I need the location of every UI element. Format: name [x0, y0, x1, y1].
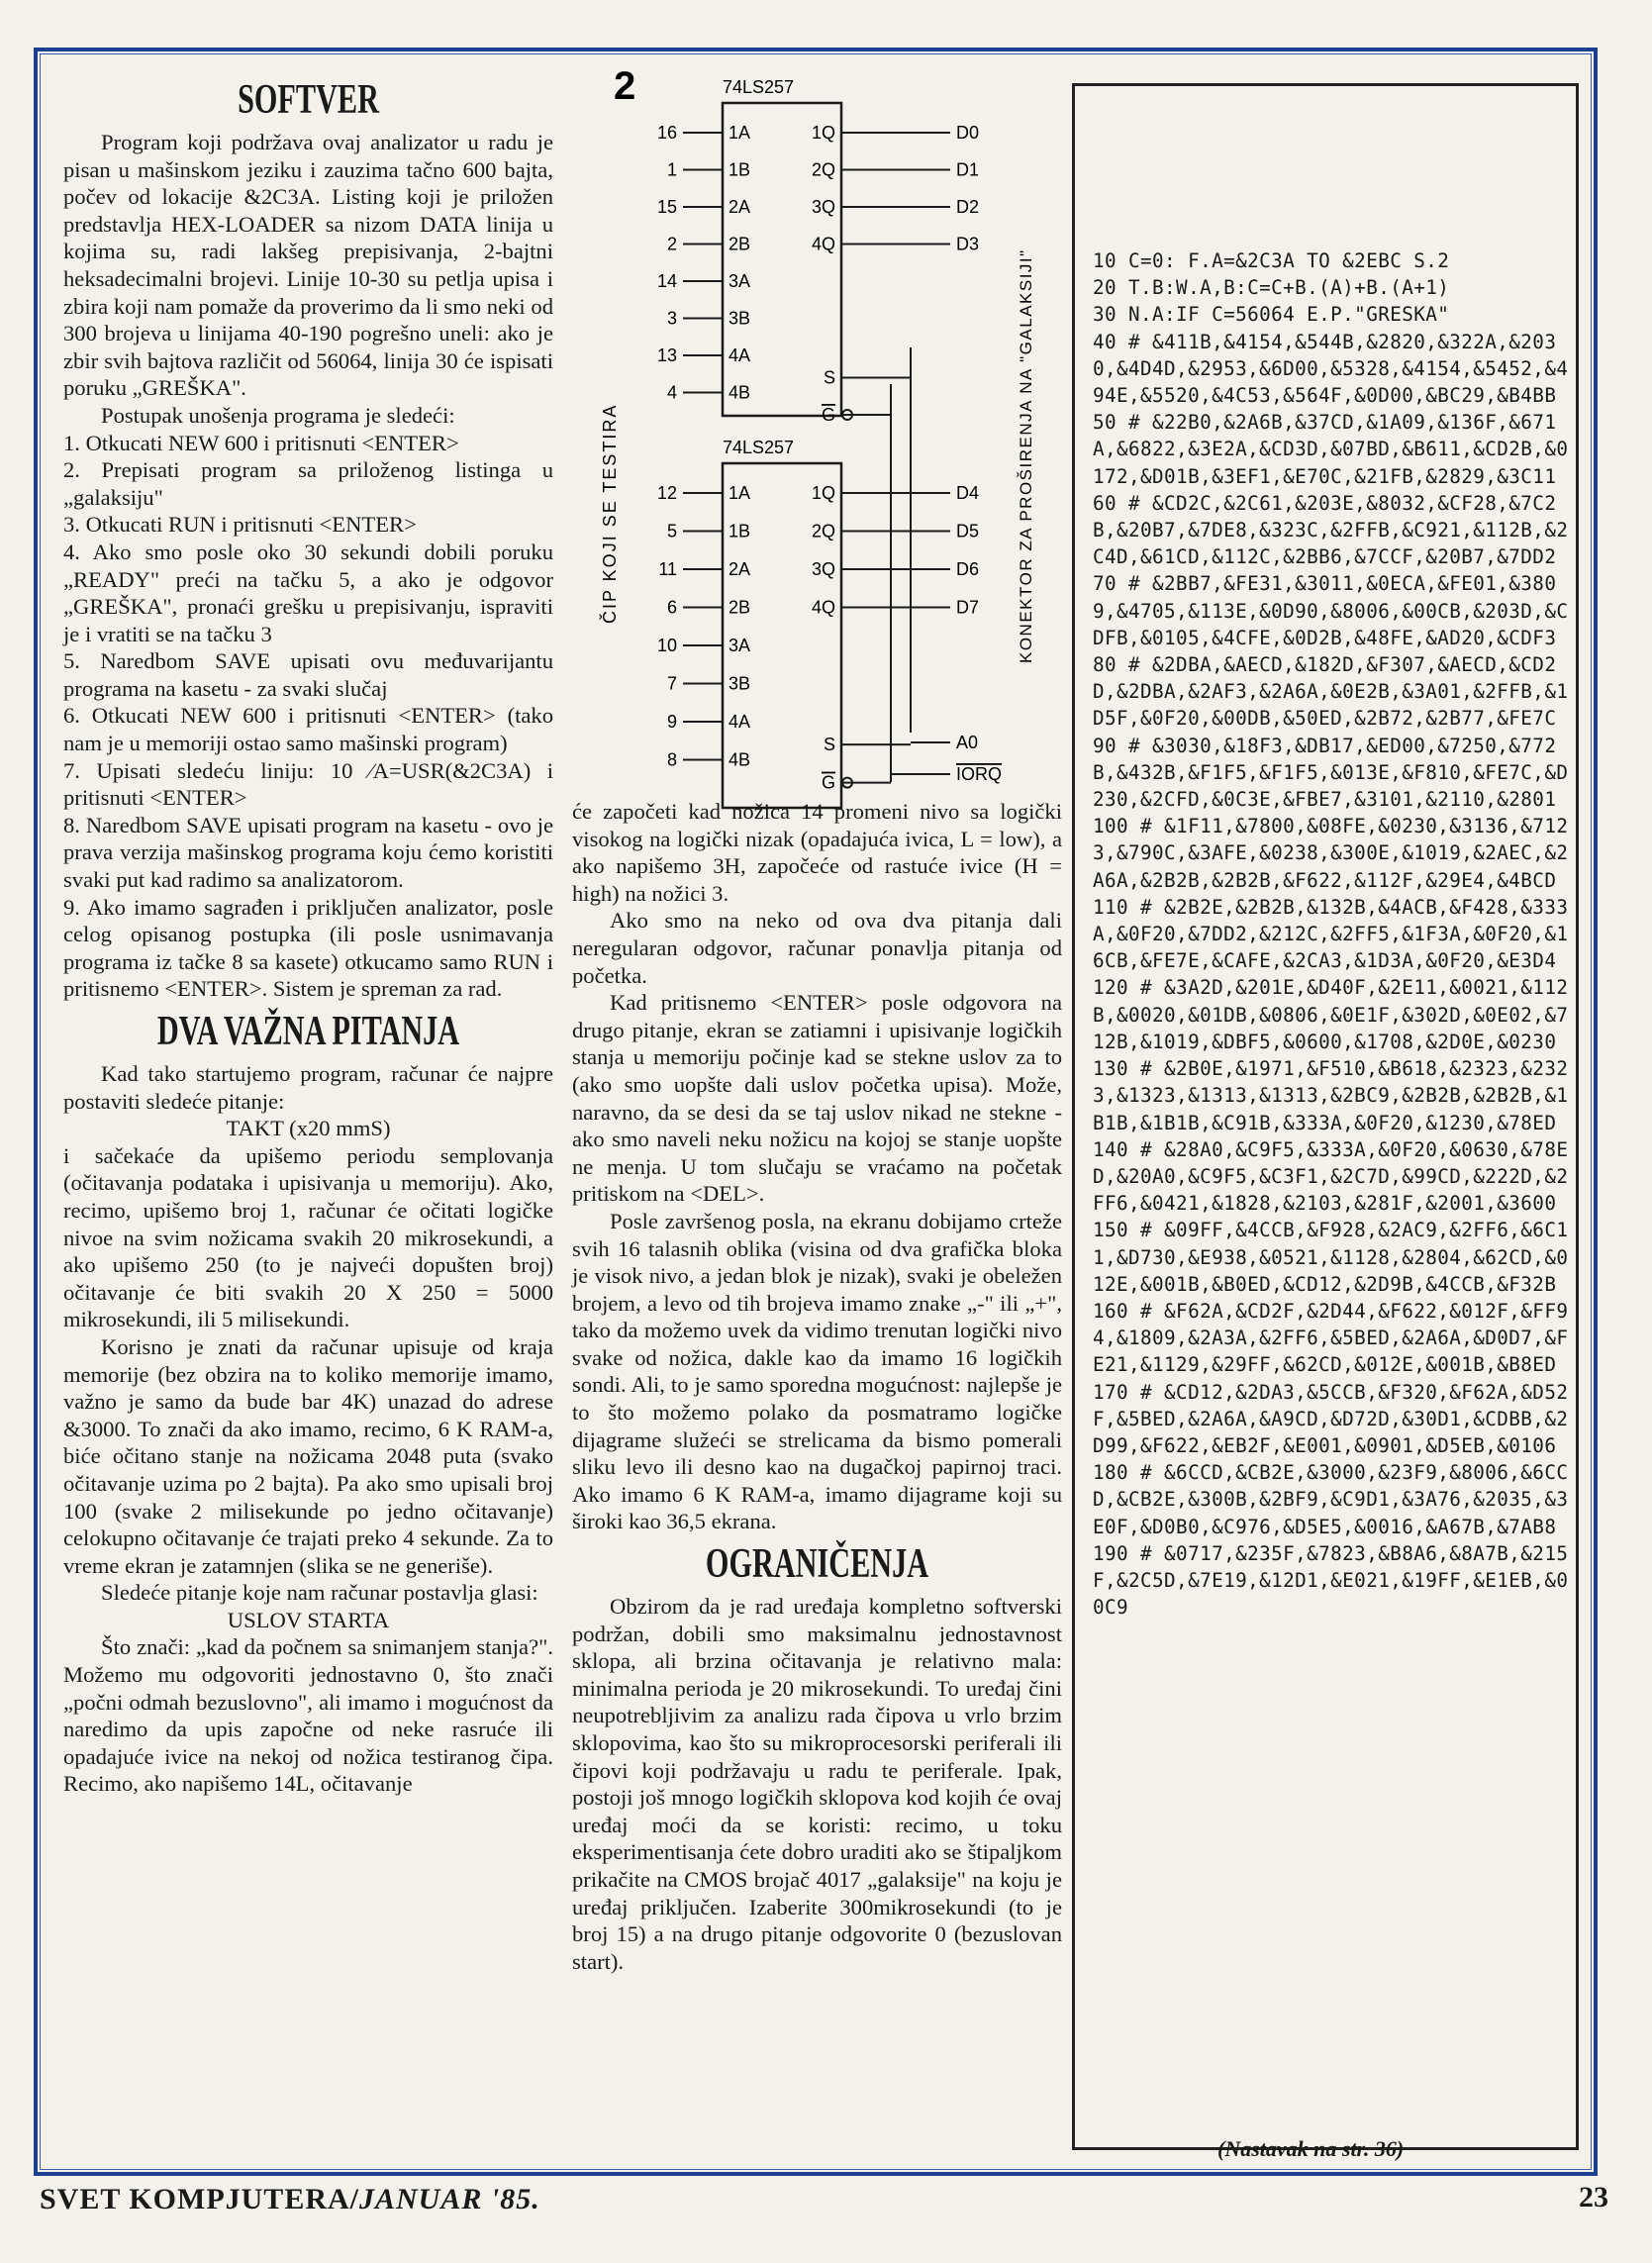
pin-input-label: 2A [729, 559, 751, 579]
article-column-2 [572, 798, 1062, 1975]
output-d-label: D5 [956, 521, 980, 541]
listing-line: 170 # &CD12,&2DA3,&5CCB,&F320,&F62A,&D52F,&5BED,&2A6A,&A9CD,&D72D,&30D1,&CDBB,&2D99,&F622,&EB2F,&E001,&0901,&D5EB,&0106 [1093, 1380, 1569, 1457]
select-label: S [823, 367, 835, 388]
output-d-label: D3 [956, 234, 980, 254]
pin-input-label: 1A [729, 123, 751, 143]
listing-line: 70 # &2BB7,&FE31,&3011,&0ECA,&FE01,&3809,&4705,&113E,&0D90,&8006,&00CB,&203D,&CDFB,&0105,&4CFE,&0D2B,&48FE,&AD20,&CDF3 [1093, 572, 1569, 649]
pin-number: 5 [666, 521, 677, 541]
paragraph: 6. Otkucati NEW 600 i pritisnuti <ENTER> (tako nam je u memoriji ostao samo mašinski program) [63, 703, 553, 756]
paragraph: 8. Naredbom SAVE upisati program na kasetu - ovo je prava verzija mašinskog programa koju ćemo koristiti svaki put kad radimo sa analizatorom. [63, 812, 553, 893]
listing-line: 130 # &2B0E,&1971,&F510,&B618,&2323,&2323,&1323,&1313,&1313,&2BC9,&2B2B,&2B2B,&1B1B,&1B1B,&C91B,&333A,&0F20,&1230,&78ED [1093, 1057, 1569, 1134]
section-heading: DVA VAŽNA PITANJA [156, 1009, 460, 1054]
gate-label: G [821, 772, 835, 793]
output-q-label: 1Q [811, 123, 835, 143]
paragraph: 5. Naredbom SAVE upisati ovu međuvarijantu programa na kasetu - za svaki slučaj [63, 648, 553, 701]
listing-line: 30 N.A:IF C=56064 E.P."GRESKA" [1093, 303, 1450, 327]
paragraph: Što znači: „kad da počnem sa snimanjem stanja?". Možemo mu odgovoriti jednostavno 0, što znači „počni odmah bezuslovno", ali imamo i mogućnost da naredimo da upis započne od neke rasruće ili opadajuće ivice na nekoj od nožica testiranog čipa. Recimo, ako napišemo 14L, očitavanje [63, 1634, 553, 1797]
paragraph: 3. Otkucati RUN i pritisnuti <ENTER> [63, 512, 417, 538]
pin-input-label: 2B [729, 597, 751, 618]
output-d-label: D0 [956, 123, 980, 143]
pin-input-label: 3A [729, 636, 751, 655]
listing-line: 100 # &1F11,&7800,&08FE,&0230,&3136,&7123,&790C,&3AFE,&0238,&300E,&1019,&2AEC,&2A6A,&2B2B,&2B2B,&F622,&112F,&29E4,&4BCD [1093, 815, 1569, 892]
pin-number: 1 [666, 159, 677, 180]
pin-input-label: 1B [729, 521, 751, 541]
figure-number: 2 [614, 64, 636, 108]
article-column-1 [63, 71, 553, 1798]
output-d-label: D2 [956, 197, 980, 217]
output-q-label: 4Q [811, 234, 835, 254]
paragraph: 1. Otkucati NEW 600 i pritisnuti <ENTER> [63, 430, 459, 455]
listing-line: 50 # &22B0,&2A6B,&37CD,&1A09,&136F,&671A,&6822,&3E2A,&CD3D,&07BD,&B611,&CD2B,&0172,&D01B,&3EF1,&E70C,&21FB,&2829,&3C11 [1093, 411, 1569, 488]
pin-input-label: 4A [729, 345, 751, 365]
pin-number: 10 [656, 636, 677, 655]
pin-input-label: 3A [729, 271, 751, 291]
right-caption: KONEKTOR ZA PROŠIRENJA NA "GALAKSIJI" [1017, 248, 1035, 663]
chip-label-bottom: 74LS257 [723, 438, 795, 457]
paragraph: 9. Ako imamo sagrađen i priključen analizator, posle celog opisanog postupka (ili posle usnimavanja programa iz tačke 8 sa kasete) otkucamo samo RUN i pritisnemo <ENTER>. Sistem je spreman za rad. [63, 894, 553, 1002]
listing-line: 20 T.B:W.A,B:C=C+B.(A)+B.(A+1) [1093, 276, 1450, 300]
footer-title: SVET KOMPJUTERA/JANUAR '85. [40, 2183, 540, 2215]
pin-number: 8 [666, 749, 677, 770]
output-q-label: 2Q [811, 159, 835, 180]
select-label: S [823, 735, 835, 755]
pin-input-label: 2B [729, 234, 751, 254]
output-d-label: D4 [956, 483, 980, 503]
output-q-label: 1Q [811, 483, 835, 503]
paragraph: Kad pritisnemo <ENTER> posle odgovora na drugo pitanje, ekran se zatiamni i upisivanje logičkih stanja u memoriju počinje kad se stekne uslov za to (ako smo uopšte dali uslov početka upisa). Može, naravno, da se desi da se taj uslov nikad ne stekne - ako smo naveli neku nožicu na kojoj se stanje uopšte ne menja. U tom slučaju se vraćamo na početak pritiskom na <DEL>. [572, 990, 1062, 1207]
output-q-label: 3Q [811, 559, 835, 579]
left-caption: ČIP KOJI SE TESTIRA [600, 403, 620, 624]
paragraph: Program koji podržava ovaj analizator u radu je pisan u mašinskom jeziku i zauzima tačno 600 bajta, počev od lokacije &2C3A. Listing koji je priložen predstavlja HEX-LOADER sa nizom DATA linija u kojima su, radi lakšeg prepisivanja, 2-bajtni heksadecimalni brojevi. Linije 10-30 su petlja upisa i zbira koji nam pomaže da proverimo da li smo neki od 300 brojeva u linijama 40-190 pogrešno uneli: ako je zbir svih bajtova različit od 56064, linija 30 će ispisati poruku „GREŠKA". [63, 130, 553, 401]
paragraph: Sledeće pitanje koje nam računar postavlja glasi: [101, 1580, 538, 1606]
pin-input-label: 4B [729, 382, 751, 403]
output-q-label: 4Q [811, 597, 835, 618]
listing-line: 110 # &2B2E,&2B2B,&132B,&4ACB,&F428,&333A,&0F20,&7DD2,&212C,&2FF5,&1F3A,&0F20,&16CB,&FE7E,&CAFE,&2CA3,&1D3A,&0F20,&E3D4 [1093, 895, 1569, 973]
paragraph: Postupak unošenja programa je sledeći: [101, 402, 455, 428]
listing-line: 40 # &411B,&4154,&544B,&2820,&322A,&2030,&4D4D,&2953,&6D00,&5328,&4154,&5452,&494E,&5520,&4C53,&564F,&0D00,&BC29,&B4BB [1093, 330, 1569, 408]
listing-line: 120 # &3A2D,&201E,&D40F,&2E11,&0021,&112B,&0020,&01DB,&0806,&0E1F,&302D,&0E02,&712B,&1019,&DBF5,&0600,&1708,&2D0E,&0230 [1093, 976, 1569, 1053]
listing-line: 150 # &09FF,&4CCB,&F928,&2AC9,&2FF6,&6C11,&D730,&E938,&0521,&1128,&2804,&62CD,&012E,&001B,&B0ED,&CD12,&2D9B,&4CCB,&F32B [1093, 1219, 1569, 1296]
listing-line: 80 # &2DBA,&AECD,&182D,&F307,&AECD,&CD2D,&2DBA,&2AF3,&2A6A,&0E2B,&3A01,&2FFB,&1D5F,&0F20,&00DB,&50ED,&2B72,&2B77,&FE7C [1093, 653, 1569, 731]
pin-number: 13 [656, 345, 677, 365]
pin-input-label: 2A [729, 197, 751, 217]
paragraph: Obzirom da je rad uređaja kompletno softverski podržan, dobili smo maksimalnu jednostavnost sklopa, ali brzina očitavanja je relativno mala: minimalna perioda je 20 mikrosekundi. To uređaj čini neupotrebljivim za analizu rada čipova u vrlo brzim sklopovima, kao što su mikroprocesorski periferali ili čipovi koji podržavaju u radu te periferale. Ipak, postoji još mnogo logičkih sklopova kod kojih će ovaj uređaj moći da se koristi: recimo, u toku eksperimentisanja ćete dobro uraditi ako se štipaljkom prikačite na CMOS brojač 4017 „galaksije" na koju je uređaj priključen. Izaberite 300mikrosekundi (to je broj 15) a na drugo pitanje odgovorite 0 (bezuslovan start). [572, 1594, 1062, 1974]
paragraph: 2. Prepisati program sa priloženog listinga u „galaksiju" [63, 457, 553, 510]
issue-date: JANUAR '85. [359, 2183, 540, 2215]
pin-number: 15 [656, 197, 677, 217]
pin-input-label: 3B [729, 308, 751, 329]
continued-note: (Nastavak na str. 36) [1217, 2136, 1405, 2161]
paragraph: 7. Upisati sledeću liniju: 10 ⁄A=USR(&2C3A) i pritisnuti <ENTER> [63, 757, 553, 811]
paragraph: Posle završenog posla, na ekranu dobijamo crteže svih 16 talasnih oblika (visina od dva grafička bloka je visok nivo, a jedan blok je nizak), svaki je obeležen brojem, a levo od tih brojeva imamo znake „-" ili „+", tako da možemo uvek da vidimo trenutan logički nivo svake od nožica, dakle kao da imamo 16 logičkih sondi. Ali, to je samo sporedna mogućnost: najlepše je to što možemo polako da posmatramo logičke dijagrame služeći se strelicama da bismo pomerali sliku levo ili desno kao na dugačkoj papirnoj traci. Ako imamo 6 K RAM-a, imamo dijagrame koji su široki kao 36,5 ekrana. [572, 1208, 1062, 1534]
listing-line: 10 C=0: F.A=&2C3A TO &2EBC S.2 [1093, 249, 1450, 272]
pin-number: 11 [658, 559, 677, 579]
pin-number: 4 [666, 382, 677, 403]
section-heading: SOFTVER [238, 77, 379, 123]
output-q-label: 2Q [811, 521, 835, 541]
listing-line: 140 # &28A0,&C9F5,&333A,&0F20,&0630,&78ED,&20A0,&C9F5,&C3F1,&2C7D,&99CD,&222D,&2FF6,&0421,&1828,&2103,&281F,&2001,&3600 [1093, 1137, 1569, 1216]
output-d-label: D1 [956, 159, 980, 180]
circuit-diagram [594, 64, 1069, 793]
section-heading: OGRANIČENJA [705, 1541, 929, 1588]
listing-line: 160 # &F62A,&CD2F,&2D44,&F622,&012F,&FF94,&1809,&2A3A,&2FF6,&5BED,&2A6A,&D0D7,&FE21,&1129,&29FF,&62CD,&012E,&001B,&B8ED [1093, 1299, 1569, 1377]
paragraph: 4. Ako smo posle oko 30 sekundi dobili poruku „READY" preći na tačku 5, a ako je odgovor „GREŠKA", pronaći grešku u prepisivanju, ispraviti je i vratiti se na tačku 3 [63, 539, 553, 646]
pin-number: 6 [666, 597, 677, 618]
output-q-label: 3Q [811, 197, 835, 217]
output-d-label: D6 [956, 559, 980, 579]
pin-number: 7 [666, 673, 677, 694]
listing-line: 190 # &0717,&235F,&7823,&B8A6,&8A7B,&215F,&2C5D,&7E19,&12D1,&E021,&19FF,&E1EB,&00C9 [1093, 1541, 1569, 1620]
pin-input-label: 4A [729, 712, 751, 732]
paragraph: Ako smo na neko od ova dva pitanja dali neregularan odgovor, računar ponavlja pitanja od početka. [572, 908, 1062, 988]
listing-line: 60 # &CD2C,&2C61,&203E,&8032,&CF28,&7C2B,&20B7,&7DE8,&323C,&2FFB,&C921,&112B,&2C4D,&61CD,&112C,&2BB6,&7CCF,&20B7,&7DD2 [1093, 491, 1569, 569]
chip-label-top: 74LS257 [723, 77, 795, 97]
listing-line: 90 # &3030,&18F3,&DB17,&ED00,&7250,&772B,&432B,&F1F5,&F1F5,&013E,&F810,&FE7C,&D230,&2CFD,&0C3E,&FBE7,&3101,&2110,&2801 [1093, 734, 1569, 812]
paragraph: TAKT (x20 mmS) [226, 1116, 391, 1141]
pin-input-label: 1A [729, 483, 751, 503]
pin-number: 3 [666, 308, 677, 329]
pin-number: 14 [656, 271, 677, 291]
magazine-name: SVET KOMPJUTERA [40, 2183, 350, 2215]
pin-number: 9 [666, 712, 677, 732]
listing-line: 180 # &6CCD,&CB2E,&3000,&23F9,&8006,&6CCD,&CB2E,&300B,&2BF9,&C9D1,&3A76,&2035,&3E0F,&D0B0,&C976,&D5E5,&0016,&A67B,&7AB8 [1093, 1461, 1569, 1538]
gate-label: G [821, 405, 835, 425]
pin-input-label: 4B [729, 749, 751, 770]
a0-label: A0 [956, 733, 979, 752]
paragraph: će započeti kad nožica 14 promeni nivo sa logički visokog na logički nizak (opadajuća ivica, L = low), a ako napišemo 3H, započeće od rastuće ivice (H = high) na nožici 3. [572, 799, 1062, 906]
pin-number: 2 [666, 234, 677, 254]
paragraph: Korisno je znati da računar upisuje od kraja memorije (bez obzira na to koliko memorije imamo, važno je samo da bude bar 4K) unazad do adrese &3000. To znači da ako imamo, recimo, 6 K RAM-a, biće očitano stanje na nožicama 2048 puta (svako očitavanje uzima po 2 bajta). Pa ako smo upisali broj 100 (svake 2 milisekunde po jedno očitavanje) celokupno očitavanje će trajati preko 4 sekunde. Za to vreme ekran je zatamnjen (slika se ne generiše). [63, 1333, 553, 1578]
pin-input-label: 3B [729, 673, 751, 694]
paragraph: i sačekaće da upišemo periodu semplovanja (očitavanja podataka i upisivanja u memoriju). Ako, recimo, upišemo broj 1, računar će očitati logičke nivoe na svim nožicama svakih 20 mikrosekundi, a ako upišemo 250 (to je najveći dopušten broj) očitavanje će biti svakih 20 X 250 = 5000 mikrosekundi, ili 5 milisekundi. [63, 1142, 553, 1332]
pin-number: 12 [656, 483, 677, 503]
output-d-label: D7 [956, 597, 980, 618]
program-listing [1093, 247, 1574, 1621]
paragraph: Kad tako startujemo program, računar će najpre postaviti sledeće pitanje: [63, 1061, 553, 1114]
pin-number: 16 [656, 123, 677, 143]
paragraph: USLOV STARTA [227, 1607, 390, 1632]
pin-input-label: 1B [729, 159, 751, 180]
page-number: 23 [1579, 2181, 1608, 2214]
iorq-label: IORQ [956, 764, 1003, 784]
